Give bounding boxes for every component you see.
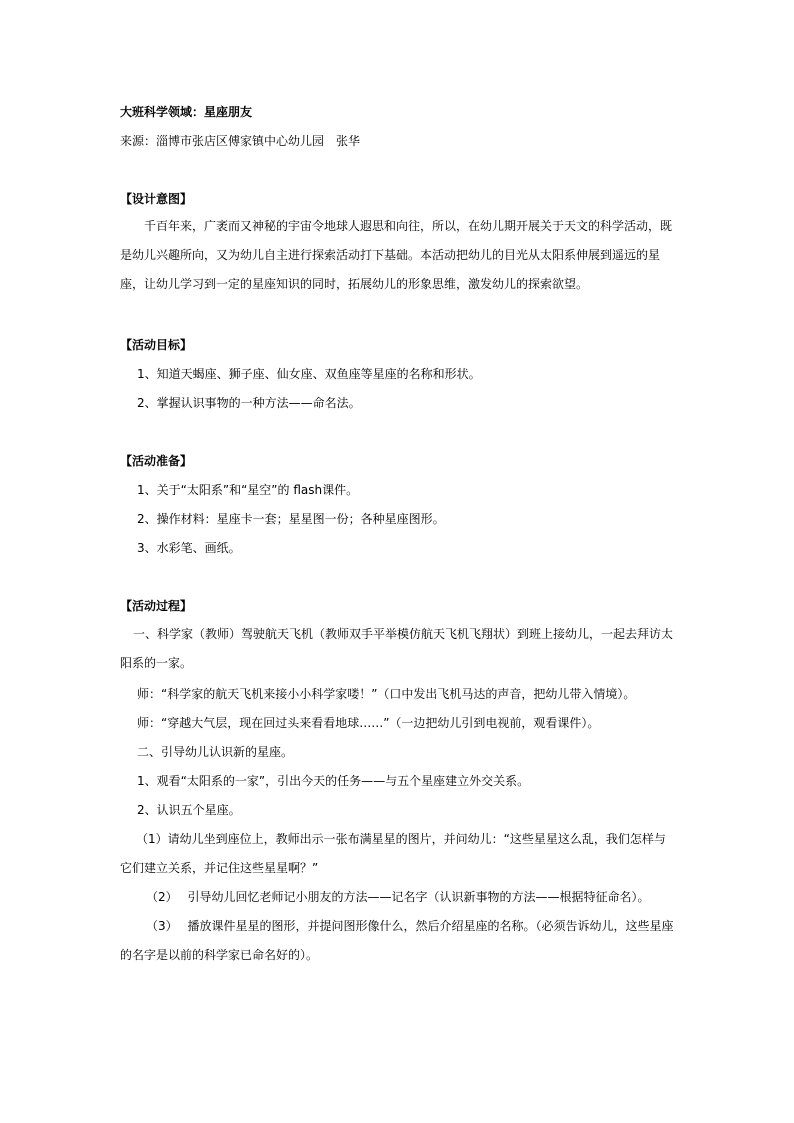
design-paragraph: 千百年来，广袤而又神秘的宇宙令地球人遐思和向往，所以，在幼儿期开展关于天文的科学活动，既是幼儿兴趣所向，又为幼儿自主进行探索活动打下基础。本活动把幼儿的目光从太阳系伸展到遥远的星座，让幼儿学习到一定的星座知识的同时，拓展幼儿的形象思维，激发幼儿的探索欲望。 — [120, 219, 673, 291]
process-line: 2、认识五个星座。 — [137, 803, 241, 817]
goal-item: 1、知道天蝎座、狮子座、仙女座、双鱼座等星座的名称和形状。 — [137, 367, 481, 381]
process-line: 师：“穿越大气层，现在回过头来看看地球……”（一边把幼儿引到电视前，观看课件）。 — [137, 716, 600, 730]
prep-heading: 【活动准备】 — [120, 454, 193, 468]
prep-item: 2、操作材料：星座卡一套；星星图一份；各种星座图形。 — [137, 512, 445, 526]
prep-item: 1、关于“太阳系”和“星空”的 flash课件。 — [137, 483, 359, 497]
goal-item: 2、掌握认识事物的一种方法——命名法。 — [137, 396, 361, 410]
prep-item: 3、水彩笔、画纸。 — [137, 541, 241, 555]
process-line: 1、观看“太阳系的一家”，引出今天的任务——与五个星座建立外交关系。 — [137, 774, 530, 788]
document-title: 大班科学领域：星座朋友 — [120, 105, 253, 119]
process-line: 二、引导幼儿认识新的星座。 — [137, 745, 294, 759]
process-paragraph: （1）请幼儿坐到座位上，教师出示一张布满星星的图片，并问幼儿：“这些星星这么乱，我们怎样与它们建立关系，并记住这些星星啊？” — [120, 832, 666, 875]
goals-heading: 【活动目标】 — [120, 338, 193, 352]
process-heading: 【活动过程】 — [120, 599, 193, 613]
process-paragraph: （3） 播放课件星星的图形，并提问图形像什么，然后介绍星座的名称。（必须告诉幼儿，这些星座的名字是以前的科学家已命名好的）。 — [120, 919, 674, 962]
process-line: 师：“科学家的航天飞机来接小小科学家喽！”（口中发出飞机马达的声音，把幼儿带入情境）。 — [137, 687, 636, 701]
source-line: 来源：淄博市张店区傅家镇中心幼儿园 张华 — [120, 134, 361, 148]
process-paragraph: 一、科学家（教师）驾驶航天飞机（教师双手平举模仿航天飞机飞翔状）到班上接幼儿，一起去拜访太阳系的一家。 — [120, 627, 674, 670]
design-heading: 【设计意图】 — [120, 192, 193, 206]
process-line: （2） 引导幼儿回忆老师记小朋友的方法——记名字（认识新事物的方法——根据特征命名）。 — [146, 890, 650, 904]
